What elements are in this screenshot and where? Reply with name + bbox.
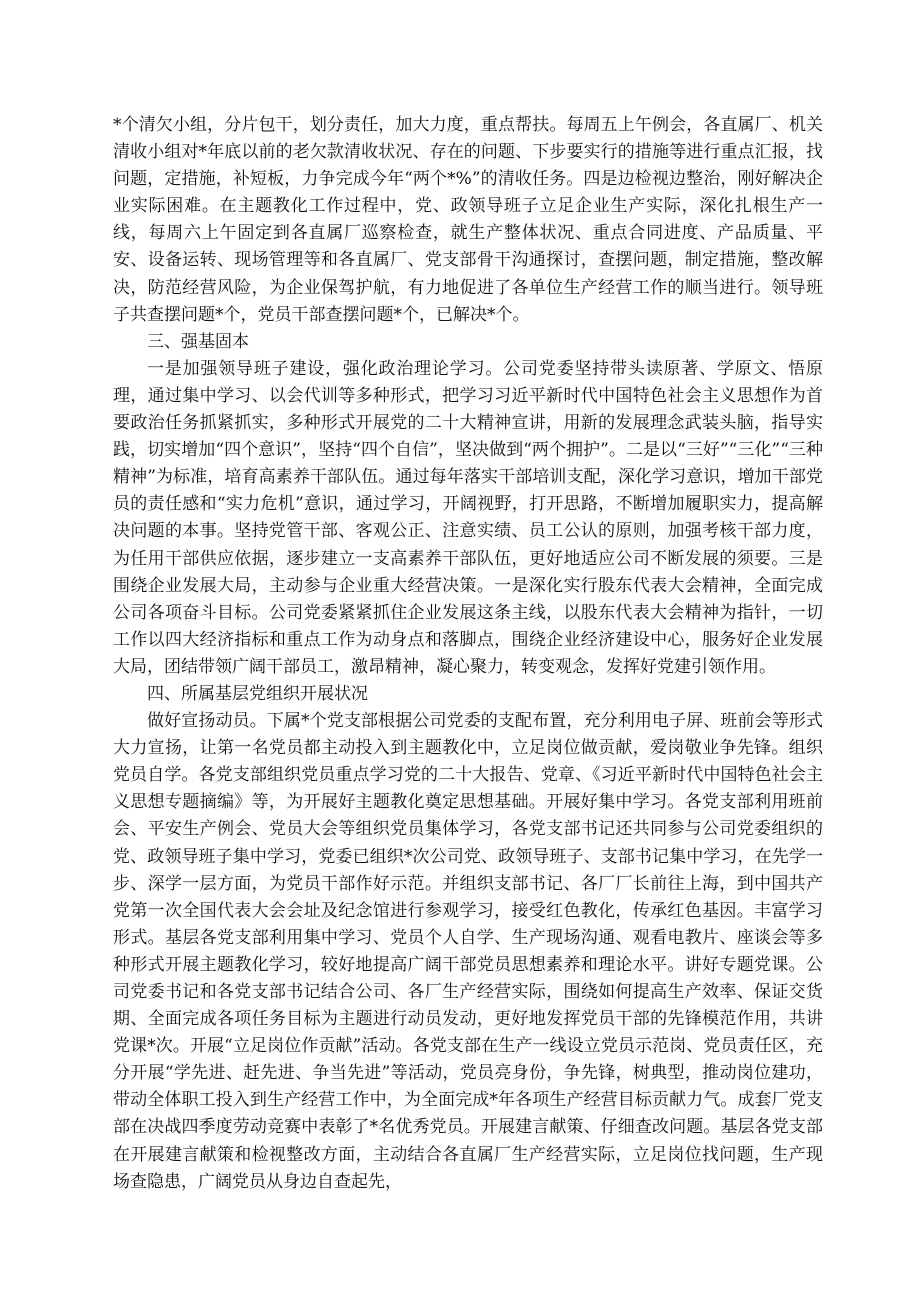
paragraph-continuation: *个清欠小组，分片包干，划分责任，加大力度，重点帮扶。每周五上午例会，各直属厂、机关清收小组对*年底以前的老欠款清收状况、存在的问题、下步要实行的措施等进行重点汇报，找问题，定措施，补短板，力争完成今年“两个*%”的清收任务。四是边检视边整治，刚好解决企业实际困难。在主题教化工作过程中，党、政领导班子立足企业生产实际，深化扎根生产一线，每周六上午固定到各直属厂巡察检查，就生产整体状况、重点合同进度、产品质量、平安、设备运转、现场管理等和各直属厂、党支部骨干沟通探讨，查摆问题，制定措施，整改解决，防范经营风险，为企业保驾护航，有力地促进了各单位生产经营工作的顺当进行。领导班子共查摆问题*个，党员干部查摆问题*个，已解决*个。 xyxy=(113,115,823,325)
document-body xyxy=(113,112,823,1196)
paragraph-grassroots-party: 做好宣扬动员。下属*个党支部根据公司党委的支配布置，充分利用电子屏、班前会等形式大力宣扬，让第一名党员都主动投入到主题教化中，立足岗位做贡献，爱岗敬业争先锋。组织党员自学。各党支部组织党员重点学习党的二十大报告、党章、《习近平新时代中国特色社会主义思想专题摘编》等，为开展好主题教化奠定思想基础。开展好集中学习。各党支部利用班前会、平安生产例会、党员大会等组织党员集体学习，各党支部书记还共同参与公司党委组织的党、政领导班子集中学习，党委已组织*次公司党、政领导班子、支部书记集中学习，在先学一步、深学一层方面，为党员干部作好示范。并组织支部书记、各厂厂长前往上海，到中国共产党第一次全国代表大会会址及纪念馆进行参观学习，接受红色教化，传承红色基因。丰富学习形式。基层各党支部利用集中学习、党员个人自学、生产现场沟通、观看电教片、座谈会等多种形式开展主题教化学习，较好地提高广阔干部党员思想素养和理论水平。讲好专题党课。公司党委书记和各党支部书记结合公司、各厂生产经营实际，围绕如何提高生产效率、保证交货期、全面完成各项任务目标为主题进行动员发动，更好地发挥党员干部的先锋模范作用，共讲党课*次。开展“立足岗位作贡献”活动。各党支部在生产一线设立党员示范岗、党员责任区，充分开展“学先进、赶先进、争当先进”等活动，党员亮身份，争先锋，树典型，推动岗位建功，带动全体职工投入到生产经营工作中，为全面完成*年各项生产经营目标贡献力气。成套厂党支部在决战四季度劳动竞赛中表彰了*名优秀党员。开展建言献策、仔细查改问题。基层各党支部在开展建言献策和检视整改方面，主动结合各直属厂生产经营实际，立足岗位找问题，生产现场查隐患，广阔党员从身边自查起先， xyxy=(113,711,823,1192)
section-heading-three: 三、强基固本 xyxy=(147,331,249,352)
section-heading-four: 四、所属基层党组织开展状况 xyxy=(147,683,368,704)
paragraph-strengthen-foundation: 一是加强领导班子建设，强化政治理论学习。公司党委坚持带头读原著、学原文、悟原理，通过集中学习、以会代训等多种形式，把学习习近平新时代中国特色社会主义思想作为首要政治任务抓紧抓实，多种形式开展党的二十大精神宣讲，用新的发展理念武装头脑，指导实践，切实增加“四个意识”，坚持“四个自信”，坚决做到“两个拥护”。二是以“三好”“三化”“三种精神”为标准，培育高素养干部队伍。通过每年落实干部培训支配，深化学习意识，增加干部党员的责任感和“实力危机”意识，通过学习，开阔视野，打开思路，不断增加履职实力，提高解决问题的本事。坚持党管干部、客观公正、注意实绩、员工公认的原则，加强考核干部力度，为任用干部供应依据，逐步建立一支高素养干部队伍，更好地适应公司不断发展的须要。三是围绕企业发展大局，主动参与企业重大经营决策。一是深化实行股东代表大会精神，全面完成公司各项奋斗目标。公司党委紧紧抓住企业发展这条主线，以股东代表大会精神为指针，一切工作以四大经济指标和重点工作为动身点和落脚点，围绕企业经济建设中心，服务好企业发展大局，团结带领广阔干部员工，激昂精神，凝心聚力，转变观念，发挥好党建引领作用。 xyxy=(113,358,823,677)
